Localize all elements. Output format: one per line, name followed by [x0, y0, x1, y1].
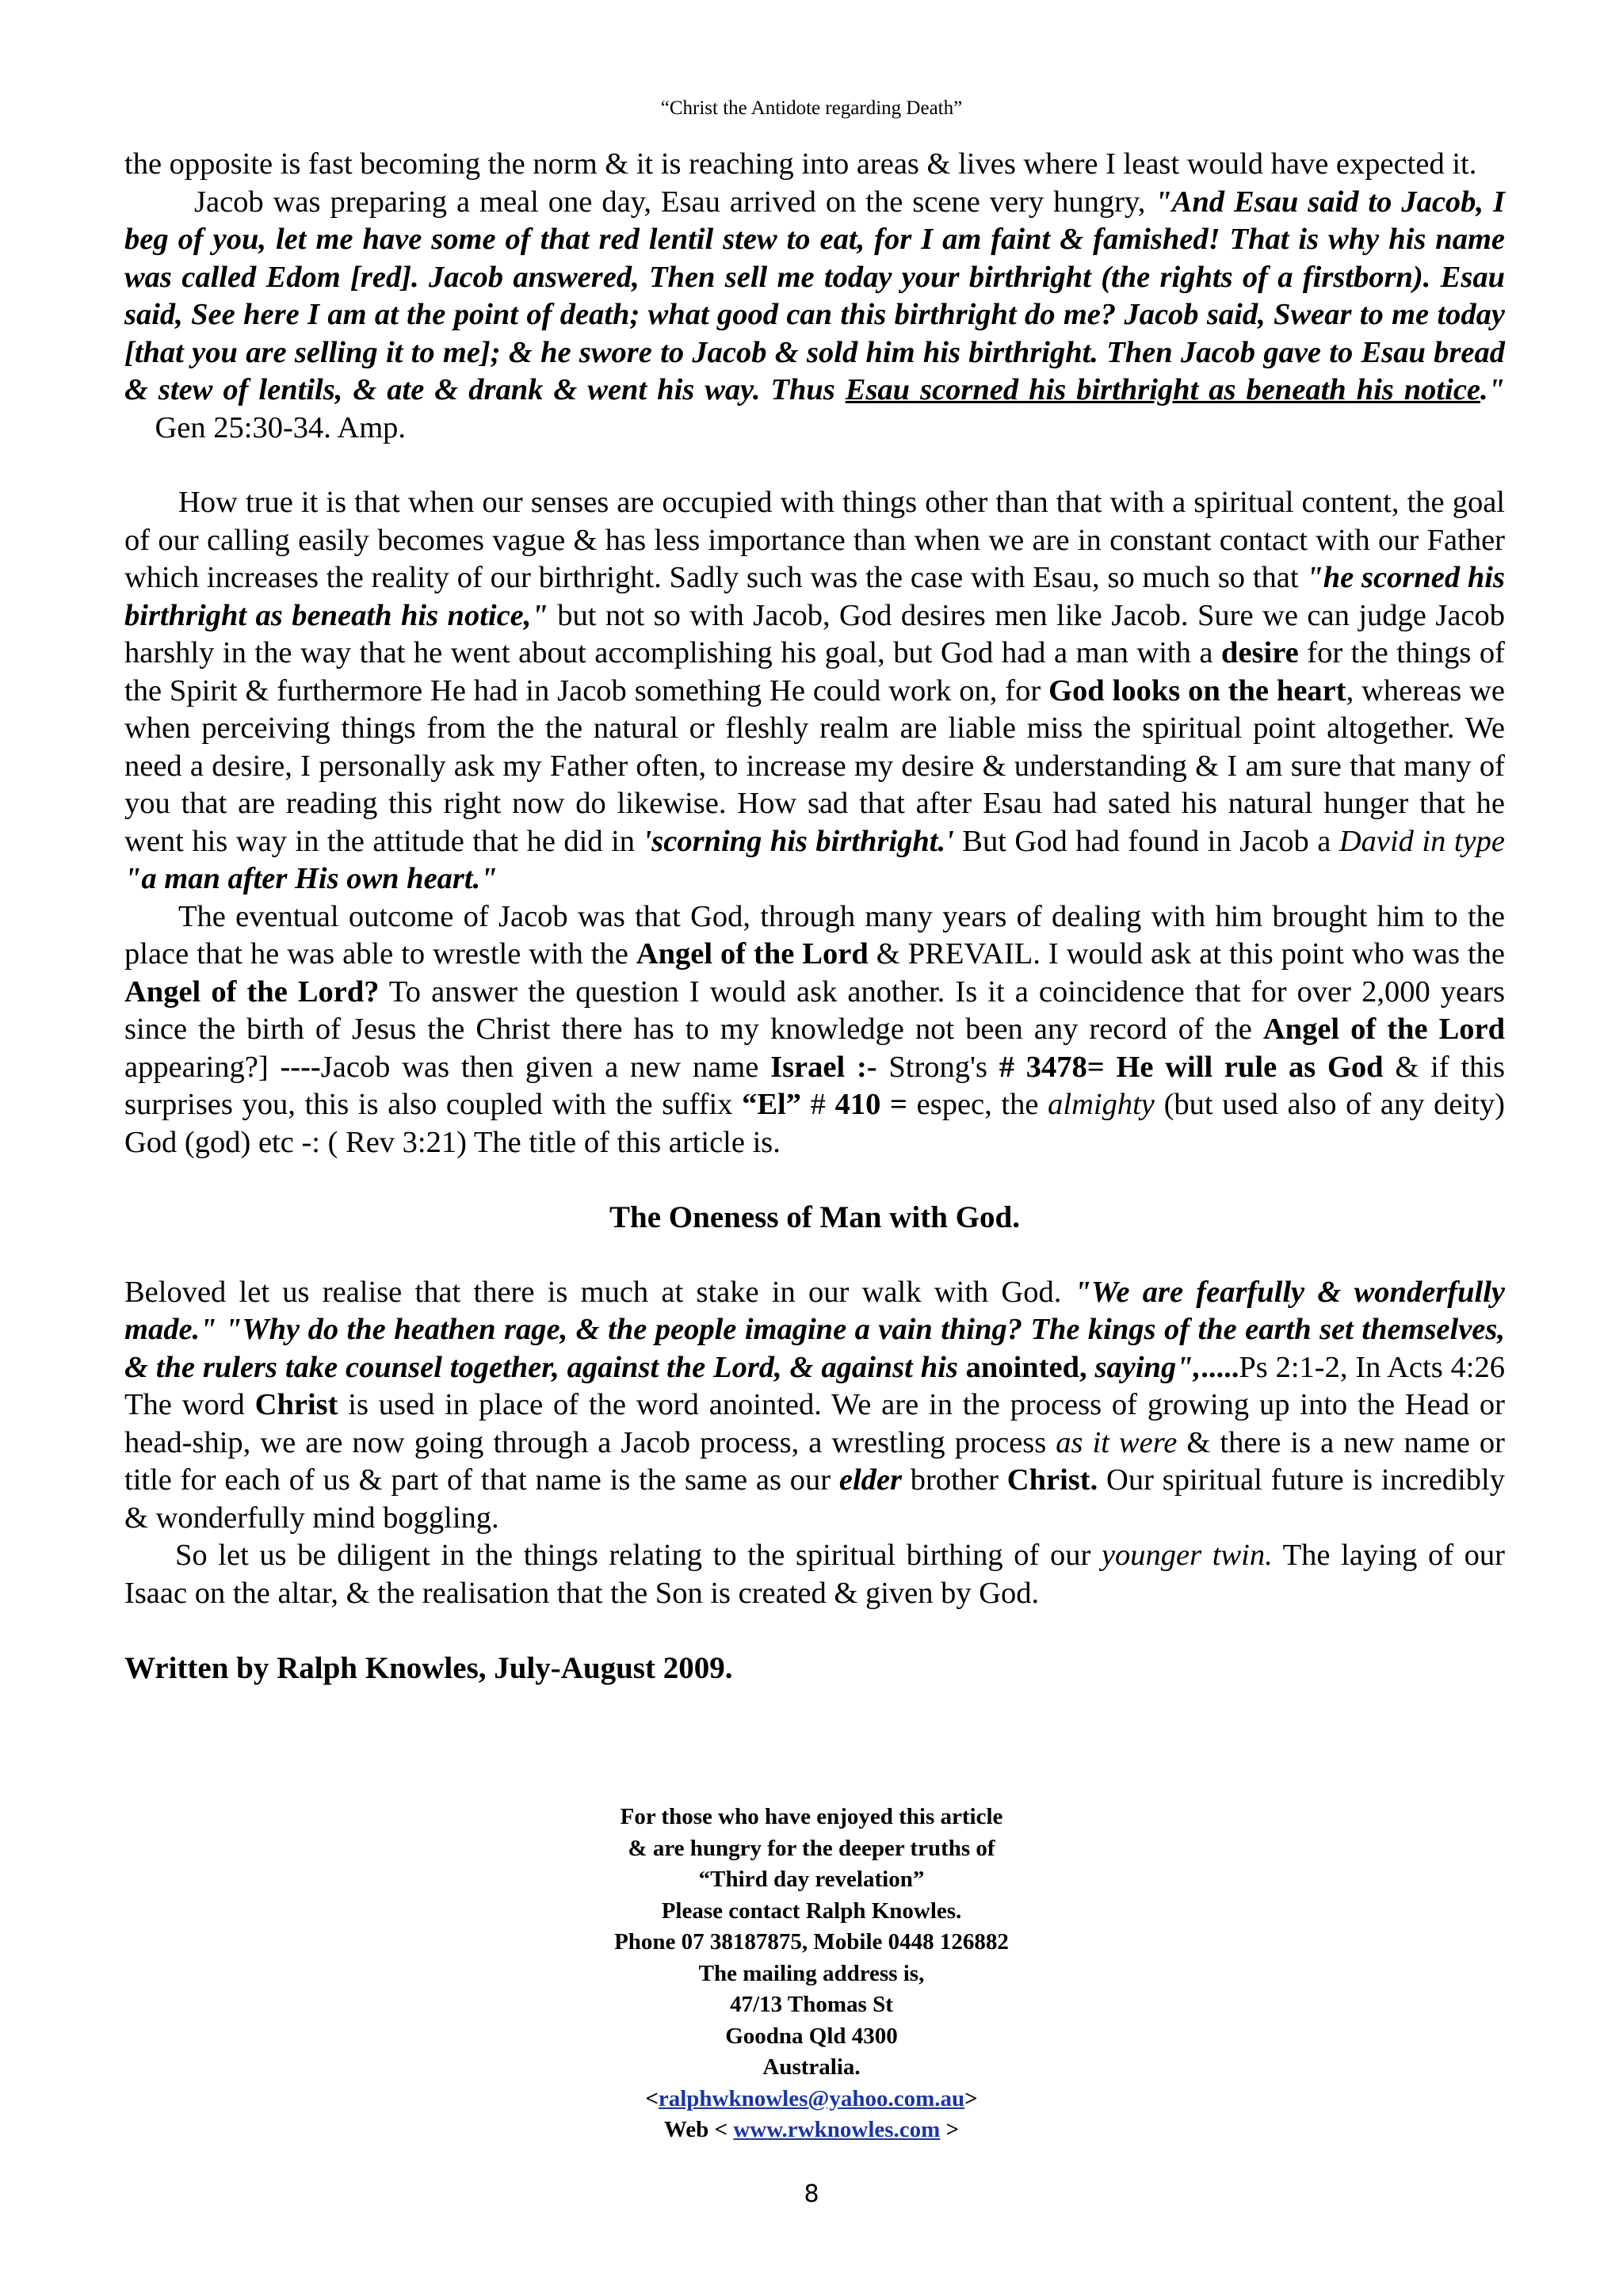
footer-line: Please contact Ralph Knowles. — [661, 1897, 962, 1924]
text: is used in place of the word anointed. We are in the process of growing up into the Head or head-ship, we are now going through a Jacob process, a wrestling process — [124, 1388, 1505, 1459]
paragraph-continuation — [124, 146, 1505, 184]
scripture-quote: "And Esau said to Jacob, I beg of you, let me have some of that red lentil stew to eat, for I am faint & famished! That is why his name was called Edom [red]. Jacob answered, Then sell me today your birthright (the rights of a firstborn). Esau said, See here I am at the point of death; what good can this birthright do me? Jacob said, Swear to me today [that you are selling it to me]; & he swore to Jacob & sold him his birthright. Then Jacob gave to Esau bread & stew of lentils, & ate & drank & went his way. Thus — [124, 185, 1505, 406]
running-header: “Christ the Antidote regarding Death” — [660, 97, 963, 119]
text: How true it is that when our senses are occupied with things other than that with a spiritual content, the goal of our calling easily becomes vague & has less importance than when we are in constant contact with our Father which increases the reality of our birthright. Sadly such was the case with Esau, so much so that — [124, 486, 1505, 594]
emphasis: “El” — [742, 1088, 801, 1121]
emphasis-italic: elder — [838, 1463, 902, 1497]
text: The laying of our Isaac on the altar, & the realisation that the Son is created & given by God. — [124, 1539, 1506, 1610]
scripture-quote: ." — [1480, 373, 1505, 406]
text: the opposite is fast becoming the norm & it is reaching into areas & lives where I least would have expected it. — [124, 147, 1477, 181]
email-link[interactable]: ralphwknowles@yahoo.com.au — [658, 2085, 965, 2111]
footer-line: The mailing address is, — [698, 1960, 925, 1986]
italic-text: younger twin. — [1101, 1539, 1273, 1572]
text: , whereas we when perceiving things from the the natural or fleshly realm are liable miss the spiritual point altogether. We need a desire, I personally ask my Father often, to increase my desire & understanding & I am sure that many of you that are reading this right now do likewise. How sad that after Esau had sated his natural hunger that he went his way in the attitude that he did in — [124, 673, 1506, 858]
quote: 'scorning his birthright.' — [643, 824, 954, 858]
emphasis: desire — [1221, 636, 1299, 669]
web-link[interactable]: www.rwknowles.com — [733, 2117, 941, 2142]
text: Our spiritual future is incredibly & wonderfully mind boggling. — [124, 1463, 1505, 1535]
italic-text: as it were — [1056, 1425, 1178, 1459]
footer-address-city: Goodna Qld 4300 — [725, 2023, 898, 2049]
section-heading: The Oneness of Man with God. — [609, 1200, 1020, 1234]
paragraph-gap — [124, 447, 1505, 484]
article-body — [124, 146, 1505, 1688]
text: Strong's — [876, 1050, 999, 1084]
scripture-quote-underlined: Esau scorned his birthright as beneath his notice — [845, 373, 1480, 406]
text: (but used also of any deity) God (god) etc -: ( Rev 3:21) The title of this article is. — [124, 1088, 1505, 1159]
footer-line: For those who have enjoyed this article — [620, 1804, 1003, 1829]
text: Jacob was then given a new name — [320, 1050, 771, 1084]
emphasis: anointed, — [957, 1350, 1095, 1384]
footer-email-line — [0, 2084, 1623, 2115]
text: & if this surprises you, this is also coupled with the suffix — [124, 1050, 1505, 1121]
paragraph-gap — [124, 1612, 1505, 1650]
text: & PREVAIL. I would ask at this point who was the — [868, 937, 1505, 971]
footer-address-country: Australia. — [762, 2054, 861, 2080]
text: Jacob was preparing a meal one day, Esau arrived on the scene very hungry, — [194, 185, 1155, 219]
emphasis: Angel of the Lord — [636, 937, 869, 971]
italic-text: almighty — [1048, 1088, 1155, 1121]
emphasis: Angel of the Lord? — [124, 974, 380, 1009]
text: > — [940, 2117, 960, 2142]
scripture-quote: saying", — [1094, 1350, 1201, 1384]
text: & there is a new name or title for each of us & part of that name is the same as our — [124, 1425, 1505, 1497]
text: Web < — [663, 2117, 734, 2142]
emphasis: ---- — [280, 1050, 321, 1084]
text: Ps 2:1-2, In Acts 4:26 The word — [124, 1350, 1506, 1421]
emphasis: Angel of the Lord — [1262, 1013, 1505, 1046]
text: but not so with Jacob, God desires men like Jacob. Sure we can judge Jacob harshly in the way that he went about accomplishing his goal, but God had a man with a — [124, 598, 1506, 669]
text: for the things of the Spirit & furthermore He had in Jacob something He could work on, for — [124, 636, 1505, 707]
footer-phone: Phone 07 38187875, Mobile 0448 126882 — [614, 1929, 1009, 1955]
text: brother — [901, 1463, 1007, 1497]
paragraph-jacob-esau — [124, 184, 1505, 448]
italic-text: David in type — [1338, 824, 1505, 858]
emphasis: 410 = — [834, 1088, 907, 1121]
text: > — [964, 2085, 978, 2111]
text: espec, the — [907, 1088, 1048, 1121]
contact-footer — [0, 1802, 1623, 2146]
quote: "he scorned his birthright as beneath his notice," — [124, 561, 1505, 632]
scripture-quote: "We are fearfully & wonderfully made." "Why do the heathen rage, & the people imagine a vain thing? The kings of the earth set themselves, & the rulers take counsel together, against the Lord, & against his — [124, 1275, 1505, 1384]
emphasis: # 3478= He will rule as God — [999, 1050, 1384, 1084]
paragraph-gap — [124, 1161, 1505, 1199]
emphasis: Christ — [254, 1388, 338, 1421]
paragraph-outcome — [124, 898, 1505, 1162]
emphasis: Christ. — [1006, 1463, 1098, 1497]
text: < — [645, 2085, 659, 2111]
text: To answer the question I would ask another. Is it a coincidence that for over 2,000 years since the birth of Jesus the Christ there has to my knowledge not been any record of the — [124, 974, 1505, 1046]
paragraph-gap — [124, 1237, 1505, 1274]
paragraph-senses — [124, 484, 1505, 898]
text: But God had found in Jacob a — [953, 824, 1339, 858]
scripture-reference: Gen 25:30-34. Amp. — [124, 410, 407, 444]
footer-line: & are hungry for the deeper truths of — [628, 1835, 995, 1861]
paragraph-diligent — [124, 1537, 1505, 1612]
text: appearing?] — [124, 1050, 281, 1084]
text: Beloved let us realise that there is much at stake in our walk with God. — [124, 1275, 1075, 1309]
text: The eventual outcome of Jacob was that God, through many years of dealing with him brought him to the place that he was able to wrestle with the — [124, 899, 1505, 971]
text: So let us be diligent in the things relating to the spiritual birthing of our — [175, 1539, 1102, 1572]
author-signoff: Written by Ralph Knowles, July-August 2009. — [124, 1651, 733, 1685]
text: # — [801, 1088, 835, 1121]
emphasis: ..... — [1201, 1350, 1239, 1384]
quote: "a man after His own heart." — [124, 862, 498, 895]
footer-web-line — [0, 2115, 1623, 2146]
footer-address-street: 47/13 Thomas St — [730, 1992, 893, 2017]
footer-line: “Third day revelation” — [698, 1867, 925, 1892]
emphasis: Israel :- — [770, 1050, 877, 1084]
emphasis: God looks on the heart — [1048, 673, 1346, 707]
paragraph-beloved — [124, 1274, 1505, 1538]
page-number: 8 — [804, 2180, 819, 2208]
